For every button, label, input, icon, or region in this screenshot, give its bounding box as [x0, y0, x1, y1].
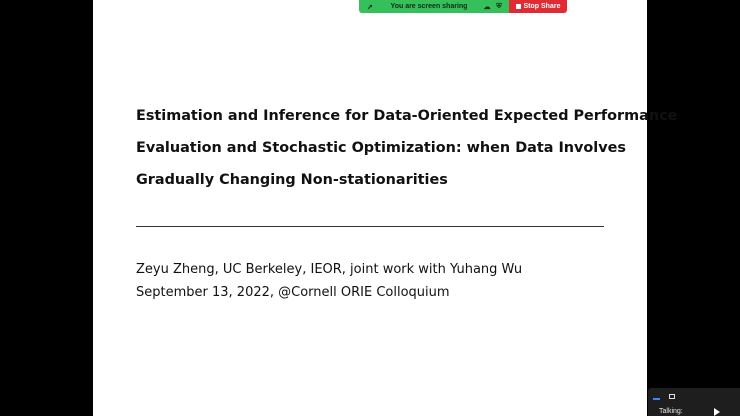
slide-title [136, 100, 678, 196]
slide-title-line: Estimation and Inference for Data-Oriented Expected Performance [136, 108, 678, 124]
slide-title-line: Evaluation and Stochastic Optimization: when Data Involves [136, 140, 626, 156]
stop-share-label: Stop Share [523, 3, 561, 10]
author-info [136, 258, 616, 304]
pin-icon[interactable]: ➚ [367, 3, 373, 11]
stop-square-icon [516, 4, 521, 9]
author-line: Zeyu Zheng, UC Berkeley, IEOR, joint work with Yuhang Wu [136, 262, 523, 277]
sharing-status [359, 0, 509, 13]
title-divider [136, 226, 604, 227]
date-venue-line: September 13, 2022, @Cornell ORIE Colloquium [136, 285, 450, 300]
mouse-cursor-icon [714, 408, 720, 416]
shield-icon[interactable]: ⛨ [496, 2, 502, 10]
minimize-icon[interactable] [653, 398, 660, 400]
cloud-icon[interactable]: ☁ [483, 3, 491, 11]
stop-share-button[interactable] [509, 0, 567, 13]
screen-share-banner [359, 0, 567, 13]
window-icon[interactable] [669, 394, 675, 399]
sharing-message: You are screen sharing [390, 3, 468, 10]
slide-title-line: Gradually Changing Non-stationarities [136, 172, 448, 188]
meeting-mini-panel [648, 388, 740, 416]
talking-indicator: Talking: [659, 408, 683, 415]
